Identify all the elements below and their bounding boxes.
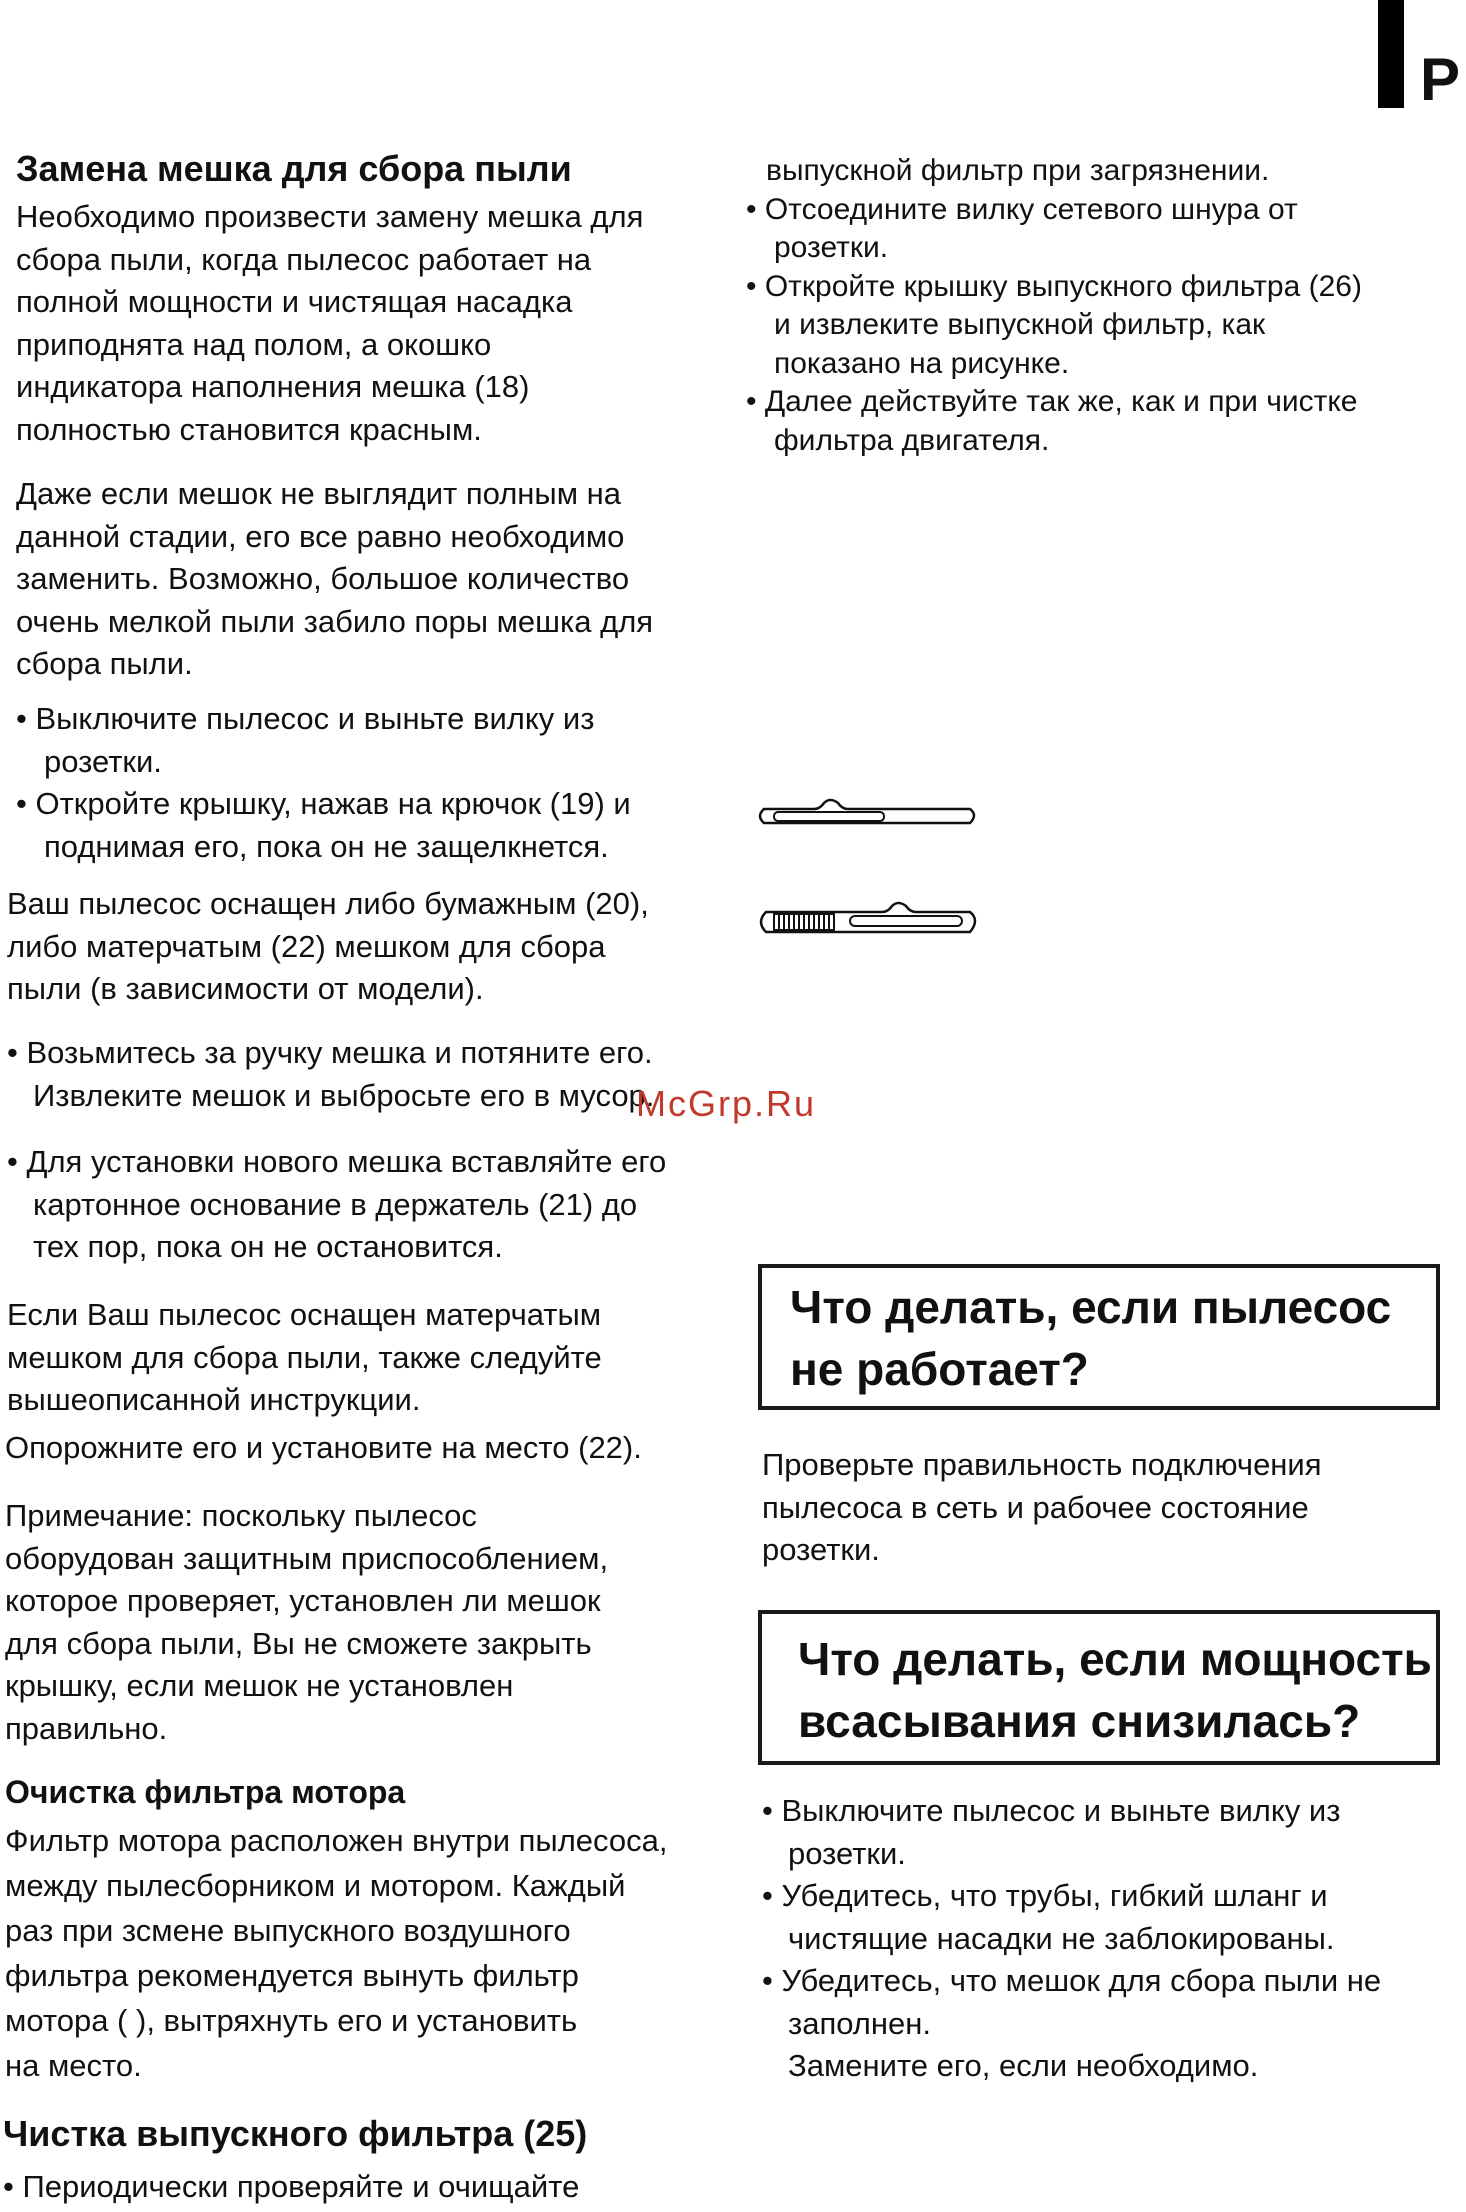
heading-exhaust-filter: Чистка выпускного фильтра (25) <box>3 2113 588 2154</box>
heading-bag-replacement: Замена мешка для сбора пыли <box>16 148 572 189</box>
list-item-cont: Замените его, если необходимо. <box>788 2048 1259 2083</box>
text-line: заменить. Возможно, большое количество <box>16 561 630 596</box>
text-line: Примечание: поскольку пылесос <box>5 1498 477 1533</box>
list-item: • Выключите пылесос и выньте вилку из <box>16 701 595 736</box>
box-title <box>798 1628 1432 1752</box>
text-line: полной мощности и чистящая насадка <box>16 284 573 319</box>
text-line: раз при зсмене выпускного воздушного <box>5 1913 571 1948</box>
watermark: McGrp.Ru <box>636 1083 817 1124</box>
text-line: пылесоса в сеть и рабочее состояние <box>762 1489 1309 1525</box>
paragraph-bag-type <box>7 883 649 1011</box>
text-line: Проверьте правильность подключения <box>762 1447 1322 1482</box>
text-line: сбора пыли, когда пылесос работает на <box>16 241 592 277</box>
bullet-list-suction <box>762 1790 1381 2088</box>
bullet-install-bag <box>7 1141 666 1269</box>
text-line: данной стадии, его все равно необходимо <box>16 518 625 554</box>
text-line: полностью становится красным. <box>16 411 482 447</box>
list-item-cont: фильтра двигателя. <box>774 423 1050 457</box>
text-line: Если Ваш пылесос оснащен матерчатым <box>7 1297 602 1332</box>
text-line: очень мелкой пыли забило поры мешка для <box>16 603 654 639</box>
text-line: между пылесборником и мотором. Каждый <box>5 1868 626 1903</box>
page-letter: P <box>1420 46 1461 113</box>
list-item: • Убедитесь, что мешок для сбора пыли не <box>762 1963 1382 1998</box>
box-title <box>790 1276 1391 1400</box>
text-line: Необходимо произвести замену мешка для <box>16 199 644 234</box>
list-item-cont: розетки. <box>788 1835 906 1871</box>
paragraph-bag-replacement <box>16 196 643 451</box>
heading-motor-filter: Очистка фильтра мотора <box>5 1774 406 1810</box>
bullet-take-bag <box>7 1032 654 1117</box>
text-line: на место. <box>5 2048 142 2083</box>
text-line: сбора пыли. <box>16 646 193 681</box>
list-item-cont: розетки. <box>774 231 889 264</box>
text-line: розетки. <box>762 1532 880 1567</box>
list-item-cont: Извлеките мешок и выбросьте его в мусор. <box>33 1077 655 1113</box>
list-item-cont: и извлеките выпускной фильтр, как <box>774 308 1266 341</box>
list-item-cont: показано на рисунке. <box>774 346 1070 380</box>
text-line: приподнята над полом, а окошко <box>16 326 492 362</box>
list-item: • Далее действуйте так же, как и при чистке <box>746 385 1358 418</box>
text-line: Что делать, если мощность <box>798 1633 1432 1685</box>
list-item-cont: чистящие насадки не заблокированы. <box>788 1920 1335 1956</box>
list-item: • Откройте крышку, нажав на крючок (19) и <box>16 786 631 821</box>
exhaust-filter-illustration <box>752 900 982 945</box>
paragraph-empty-bag: Опорожните его и установите на место (22). <box>5 1430 642 1465</box>
text-line: крышку, если мешок не установлен <box>5 1668 514 1703</box>
note-paragraph <box>5 1495 608 1750</box>
list-item: • Убедитесь, что трубы, гибкий шланг и <box>762 1878 1328 1913</box>
list-item: • Возьмитесь за ручку мешка и потяните его. <box>7 1035 653 1070</box>
text-line: Что делать, если пылесос <box>790 1281 1392 1333</box>
heading-box-not-working <box>758 1264 1440 1410</box>
text-line: пыли (в зависимости от модели). <box>7 971 484 1006</box>
text-line: всасывания снизилась? <box>798 1695 1361 1747</box>
text-line: для сбора пыли, Вы не сможете закрыть <box>5 1625 592 1661</box>
list-item-cont: розетки. <box>44 743 162 779</box>
paragraph-cloth-bag <box>7 1294 602 1422</box>
list-item: • Выключите пылесос и выньте вилку из <box>762 1793 1341 1828</box>
paragraph-check-connection <box>762 1444 1322 1572</box>
text-line: Ваш пылесос оснащен либо бумажным (20), <box>7 886 649 921</box>
list-item-cont: тех пор, пока он не остановится. <box>33 1229 503 1264</box>
text-line: либо матерчатым (22) мешком для сбора <box>7 928 606 964</box>
text-line: которое проверяет, установлен ли мешок <box>5 1583 601 1618</box>
text-line: выпускной фильтр при загрязнении. <box>766 154 1270 187</box>
paragraph-even-if <box>16 473 653 686</box>
exhaust-filter-cover-illustration <box>752 795 982 835</box>
heading-box-suction-reduced <box>758 1610 1440 1765</box>
text-line: правильно. <box>5 1710 168 1746</box>
bullet-list-unplug <box>16 698 631 868</box>
list-item-cont: заполнен. <box>788 2005 931 2041</box>
list-item: • Откройте крышку выпускного фильтра (26) <box>746 269 1362 303</box>
list-item: • Для установки нового мешка вставляйте его <box>7 1144 667 1179</box>
text-line: Фильтр мотора расположен внутри пылесоса, <box>5 1823 668 1858</box>
list-item-cont: картонное основание в держатель (21) до <box>33 1186 638 1222</box>
text-line: мешком для сбора пыли, также следуйте <box>7 1339 602 1375</box>
list-item: • Отсоедините вилку сетевого шнура от <box>746 192 1298 226</box>
exhaust-filter-steps <box>746 152 1362 460</box>
text-line: вышеописанной инструкции. <box>7 1382 421 1417</box>
text-line: не работает? <box>790 1343 1089 1395</box>
text-line: фильтра рекомендуется вынуть фильтр <box>5 1958 579 1993</box>
paragraph-motor-filter <box>5 1818 667 2088</box>
bullet-check-filter: • Периодически проверяйте и очищайте <box>3 2169 580 2204</box>
text-line: оборудован защитным приспособлением, <box>5 1540 609 1576</box>
page-marker-bar <box>1378 0 1404 108</box>
text-line: мотора ( ), вытряхнуть его и установить <box>5 2003 578 2038</box>
text-line: индикатора наполнения мешка (18) <box>16 369 530 404</box>
list-item-cont: поднимая его, пока он не защелкнется. <box>44 828 609 864</box>
text-line: Даже если мешок не выглядит полным на <box>16 476 621 511</box>
